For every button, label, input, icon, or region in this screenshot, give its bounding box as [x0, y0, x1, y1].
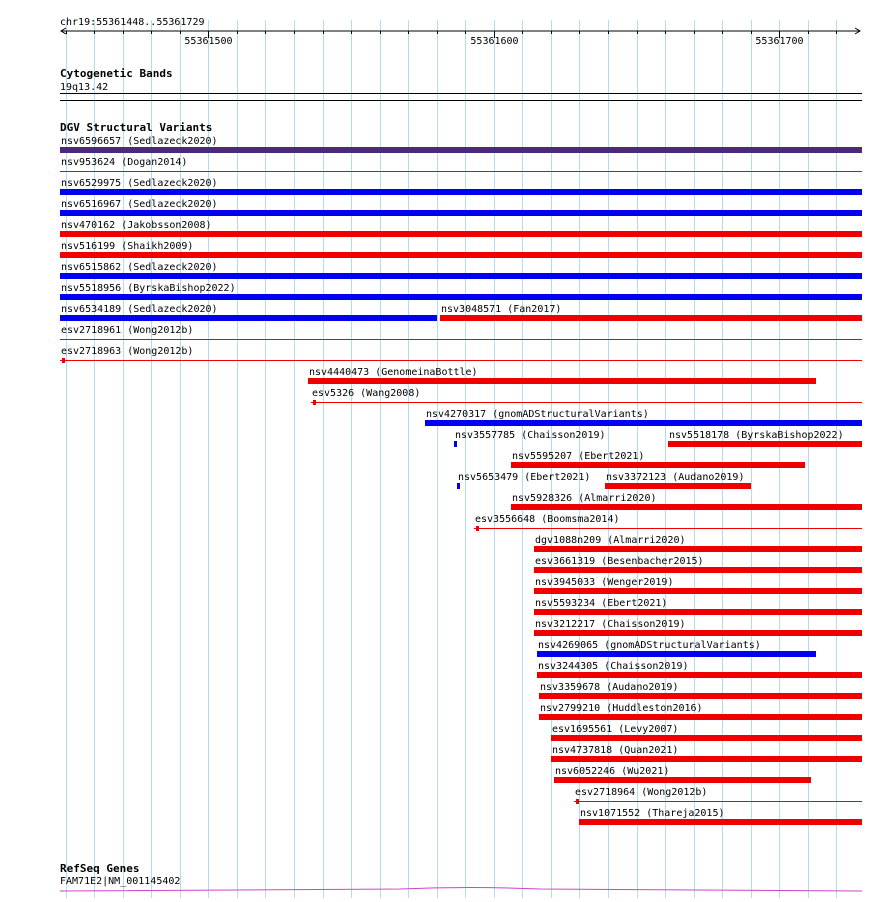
- variant-label[interactable]: nsv2799210 (Huddleston2016): [540, 703, 703, 714]
- variant-label[interactable]: esv3556648 (Boomsma2014): [475, 514, 620, 525]
- variant-bar[interactable]: [537, 651, 816, 657]
- variant-span-line[interactable]: [474, 528, 862, 529]
- variant-feature[interactable]: [534, 619, 862, 636]
- track-divider: [60, 100, 862, 101]
- variant-bar[interactable]: [425, 420, 862, 426]
- variant-label[interactable]: nsv4269065 (gnomADStructuralVariants): [538, 640, 761, 651]
- variant-label[interactable]: nsv4270317 (gnomADStructuralVariants): [426, 409, 649, 420]
- cytoband-bar[interactable]: [60, 93, 862, 94]
- variant-label[interactable]: nsv3359678 (Audano2019): [540, 682, 679, 693]
- variant-feature[interactable]: [537, 661, 862, 678]
- variant-feature[interactable]: [574, 787, 862, 804]
- variant-label[interactable]: nsv5653479 (Ebert2021): [458, 472, 591, 483]
- cytoband-label: 19q13.42: [60, 82, 109, 93]
- variant-label[interactable]: nsv5595207 (Ebert2021): [512, 451, 645, 462]
- variant-feature[interactable]: [534, 535, 862, 552]
- variant-bar[interactable]: [539, 714, 862, 720]
- variant-feature[interactable]: [551, 745, 862, 762]
- dgv-track-title: DGV Structural Variants: [60, 121, 213, 134]
- variant-label[interactable]: nsv6516967 (Sedlazeck2020): [61, 199, 218, 210]
- variant-label[interactable]: esv2718961 (Wong2012b): [61, 325, 194, 336]
- variant-span-line[interactable]: [574, 801, 862, 802]
- variant-feature[interactable]: [511, 493, 862, 510]
- variant-feature[interactable]: [60, 262, 862, 279]
- variant-bar[interactable]: [60, 315, 437, 321]
- variant-feature[interactable]: [551, 724, 862, 741]
- variant-label[interactable]: esv2718963 (Wong2012b): [61, 346, 194, 357]
- variant-bar[interactable]: [511, 462, 805, 468]
- variant-label[interactable]: nsv3212217 (Chaisson2019): [535, 619, 686, 630]
- variant-bar[interactable]: [60, 273, 862, 279]
- region-label: chr19:55361448..55361729: [60, 17, 205, 28]
- variant-bar[interactable]: [579, 819, 862, 825]
- variant-label[interactable]: nsv3244305 (Chaisson2019): [538, 661, 689, 672]
- variant-label[interactable]: nsv6515862 (Sedlazeck2020): [61, 262, 218, 273]
- variant-label[interactable]: dgv1088n209 (Almarri2020): [535, 535, 686, 546]
- variant-span-line[interactable]: [60, 171, 862, 172]
- variant-bar[interactable]: [534, 609, 862, 615]
- variant-feature[interactable]: [60, 283, 862, 300]
- ruler-tick-label: 55361500: [184, 36, 233, 47]
- variant-bar[interactable]: [511, 504, 862, 510]
- variant-bar[interactable]: [457, 483, 460, 489]
- variant-bar[interactable]: [534, 630, 862, 636]
- variant-label[interactable]: esv3661319 (Besenbacher2015): [535, 556, 704, 567]
- variant-feature[interactable]: [457, 472, 590, 489]
- variant-label[interactable]: nsv470162 (Jakobsson2008): [61, 220, 212, 231]
- variant-feature[interactable]: [539, 703, 862, 720]
- variant-feature[interactable]: [537, 640, 816, 657]
- variant-bar[interactable]: [534, 567, 862, 573]
- variant-bar[interactable]: [551, 735, 862, 741]
- variant-bar[interactable]: [551, 756, 862, 762]
- variant-feature[interactable]: [474, 514, 862, 531]
- variant-label[interactable]: nsv3945033 (Wenger2019): [535, 577, 674, 588]
- variant-bar[interactable]: [668, 441, 862, 447]
- variant-feature[interactable]: [60, 241, 862, 258]
- variant-feature[interactable]: [454, 430, 606, 447]
- variant-bar[interactable]: [60, 210, 862, 216]
- variant-label[interactable]: nsv6529975 (Sedlazeck2020): [61, 178, 218, 189]
- variant-feature[interactable]: [605, 472, 751, 489]
- variant-bar[interactable]: [308, 378, 816, 384]
- variant-label[interactable]: nsv3557785 (Chaisson2019): [455, 430, 606, 441]
- variant-bar[interactable]: [605, 483, 751, 489]
- variant-label[interactable]: nsv4737818 (Quan2021): [552, 745, 679, 756]
- variant-feature[interactable]: [60, 136, 862, 153]
- variant-label[interactable]: nsv4440473 (GenomeinaBottle): [309, 367, 478, 378]
- variant-feature[interactable]: [60, 220, 862, 237]
- variant-feature[interactable]: [308, 367, 816, 384]
- variant-bar[interactable]: [60, 147, 862, 153]
- variant-feature[interactable]: [539, 682, 862, 699]
- variant-bar[interactable]: [454, 441, 457, 447]
- variant-label[interactable]: nsv5928326 (Almarri2020): [512, 493, 657, 504]
- ruler-ticks: [67, 31, 837, 47]
- variant-marker[interactable]: [576, 799, 579, 804]
- variant-bar[interactable]: [60, 294, 862, 300]
- variant-label[interactable]: nsv5593234 (Ebert2021): [535, 598, 668, 609]
- ruler-tick-label: 55361700: [755, 36, 804, 47]
- variant-bar[interactable]: [537, 672, 862, 678]
- variant-label[interactable]: esv2718964 (Wong2012b): [575, 787, 708, 798]
- variant-feature[interactable]: [534, 598, 862, 615]
- variant-label[interactable]: nsv6596657 (Sedlazeck2020): [61, 136, 218, 147]
- variant-marker[interactable]: [62, 358, 65, 363]
- cytoband-track-title: Cytogenetic Bands: [60, 67, 173, 80]
- variant-span-line[interactable]: [60, 339, 862, 340]
- variant-feature[interactable]: [440, 304, 862, 321]
- variant-label[interactable]: nsv6052246 (Wu2021): [555, 766, 670, 777]
- variant-bar[interactable]: [534, 588, 862, 594]
- ruler-tick-label: 55361600: [470, 36, 519, 47]
- variant-feature[interactable]: [511, 451, 805, 468]
- variant-bar[interactable]: [60, 189, 862, 195]
- variant-label[interactable]: esv1695561 (Levy2007): [552, 724, 679, 735]
- variant-span-line[interactable]: [311, 402, 862, 403]
- variant-feature[interactable]: [579, 808, 862, 825]
- variant-feature[interactable]: [425, 409, 862, 426]
- variant-feature[interactable]: [668, 430, 862, 447]
- variant-label[interactable]: nsv516199 (Shaikh2009): [61, 241, 194, 252]
- variant-bar[interactable]: [440, 315, 862, 321]
- variant-feature[interactable]: [534, 556, 862, 573]
- variant-label[interactable]: esv5326 (Wang2008): [312, 388, 421, 399]
- variant-label[interactable]: nsv1071552 (Thareja2015): [580, 808, 725, 819]
- variant-bar[interactable]: [534, 546, 862, 552]
- variant-label[interactable]: nsv3372123 (Audano2019): [606, 472, 745, 483]
- variant-bar[interactable]: [60, 252, 862, 258]
- variant-feature[interactable]: [60, 178, 862, 195]
- variant-label[interactable]: nsv953624 (Dogan2014): [61, 157, 188, 168]
- variant-feature[interactable]: [534, 577, 862, 594]
- variant-feature[interactable]: [554, 766, 811, 783]
- variant-label[interactable]: nsv5518178 (ByrskaBishop2022): [669, 430, 844, 441]
- variant-bar[interactable]: [60, 231, 862, 237]
- refseq-track-title: RefSeq Genes: [60, 862, 140, 875]
- variant-label[interactable]: nsv3048571 (Fan2017): [441, 304, 562, 315]
- variant-span-line[interactable]: [60, 360, 862, 361]
- variant-label[interactable]: nsv6534189 (Sedlazeck2020): [61, 304, 218, 315]
- variant-feature[interactable]: [60, 346, 862, 363]
- variant-label[interactable]: nsv5518956 (ByrskaBishop2022): [61, 283, 236, 294]
- variant-marker[interactable]: [313, 400, 316, 405]
- variant-bar[interactable]: [539, 693, 862, 699]
- variant-marker[interactable]: [476, 526, 479, 531]
- variant-feature[interactable]: [60, 199, 862, 216]
- variant-bar[interactable]: [554, 777, 811, 783]
- gene-label[interactable]: FAM71E2|NM_001145402: [60, 876, 181, 887]
